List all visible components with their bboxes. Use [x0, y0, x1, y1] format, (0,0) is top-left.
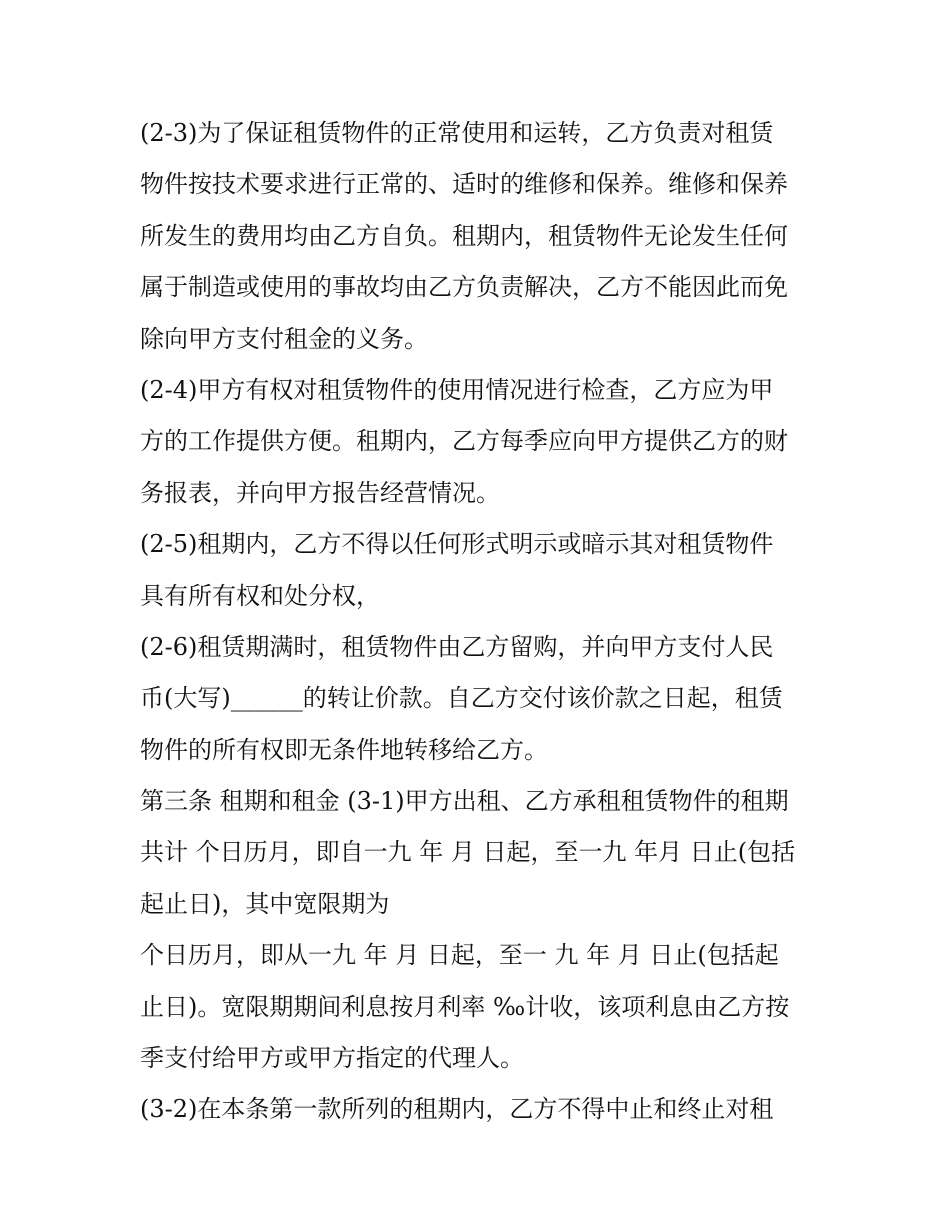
text-line: 共计 个日历月，即自一九 年 月 日起，至一九 年月 日止(包括 — [140, 838, 796, 867]
text-line: 季支付给甲方或甲方指定的代理人。 — [140, 1044, 524, 1073]
text-line: (2-5)租期内，乙方不得以任何形式明示或暗示其对租赁物件 — [140, 530, 774, 559]
text-line: 方的工作提供方便。租期内，乙方每季应向甲方提供乙方的财 — [140, 427, 788, 456]
text-line: 币(大写)______的转让价款。自乙方交付该价款之日起，租赁 — [140, 684, 783, 713]
text-line: 除向甲方支付租金的义务。 — [140, 324, 428, 353]
text-line: (2-6)租赁期满时，租赁物件由乙方留购，并向甲方支付人民 — [140, 632, 774, 661]
text-line: 物件按技术要求进行正常的、适时的维修和保养。维修和保养 — [140, 170, 788, 199]
text-line: 第三条 租期和租金 (3-1)甲方出租、乙方承租租赁物件的租期 — [140, 787, 789, 816]
text-line: 所发生的费用均由乙方自负。租期内，租赁物件无论发生任何 — [140, 221, 788, 250]
text-line: (3-2)在本条第一款所列的租期内，乙方不得中止和终止对租 — [140, 1095, 774, 1124]
text-line: 物件的所有权即无条件地转移给乙方。 — [140, 735, 548, 764]
text-line: 属于制造或使用的事故均由乙方负责解决，乙方不能因此而免 — [140, 273, 788, 302]
text-line: 务报表，并向甲方报告经营情况。 — [140, 478, 500, 507]
text-line: 具有所有权和处分权， — [140, 581, 380, 610]
document-body — [140, 108, 820, 1136]
text-line: 止日)。宽限期期间利息按月利率 ‰计收，该项利息由乙方按 — [140, 992, 790, 1021]
text-line: 起止日)，其中宽限期为 — [140, 889, 390, 918]
text-line: 个日历月，即从一九 年 月 日起，至一 九 年 月 日止(包括起 — [140, 941, 779, 970]
text-line: (2-4)甲方有权对租赁物件的使用情况进行检查，乙方应为甲 — [140, 375, 774, 404]
text-line: (2-3)为了保证租赁物件的正常使用和运转，乙方负责对租赁 — [140, 119, 774, 147]
